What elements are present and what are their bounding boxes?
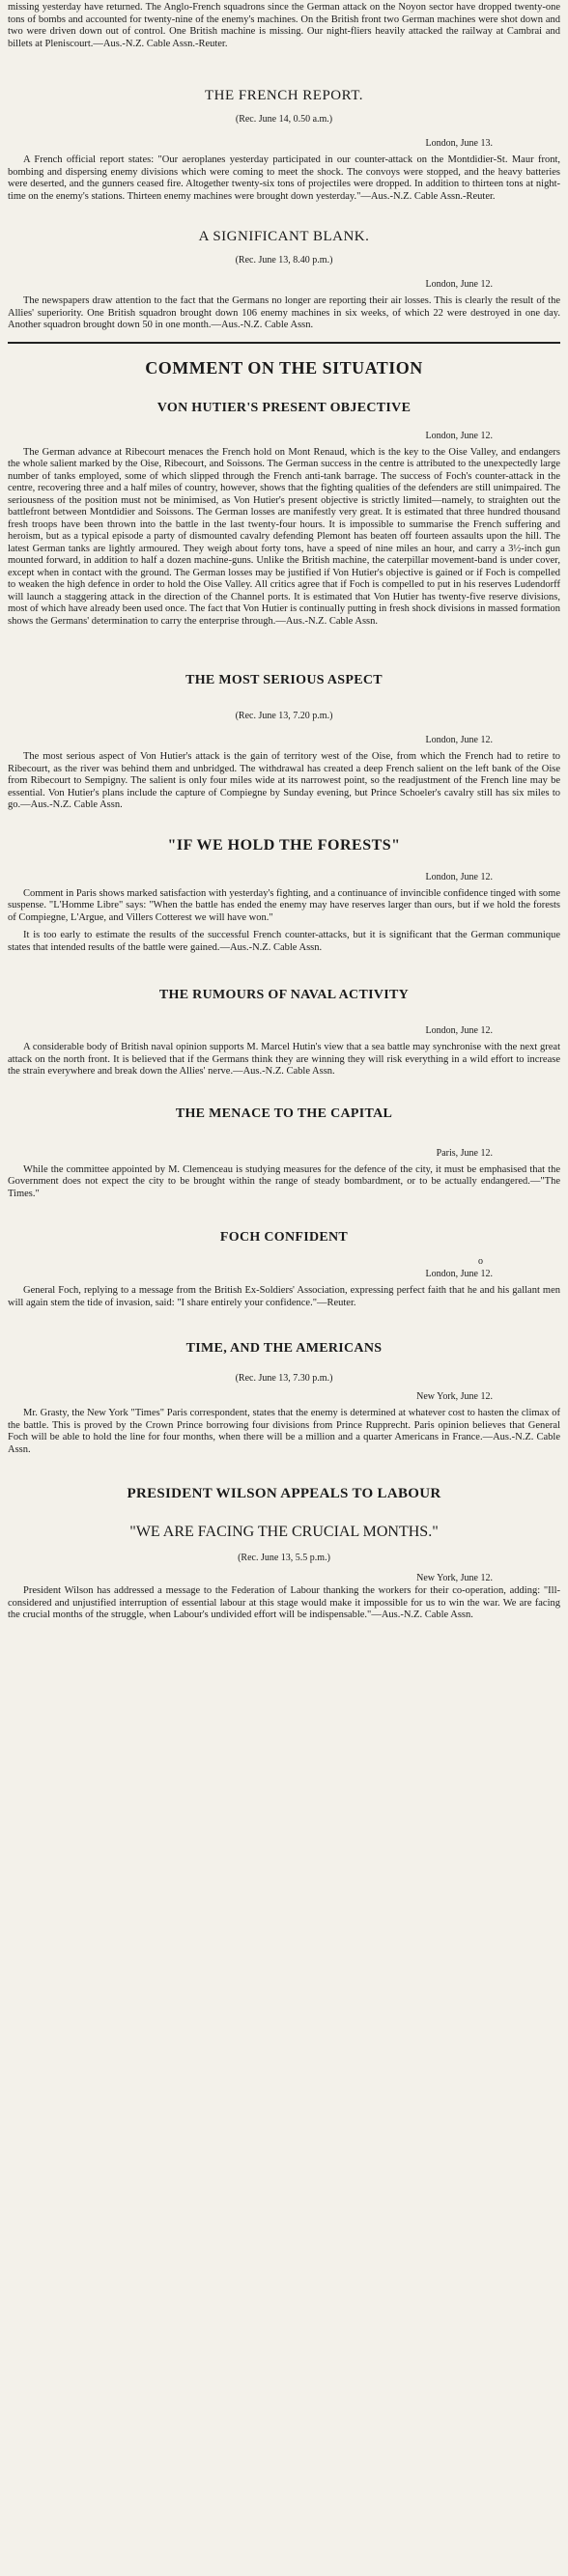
- naval-heading: THE RUMOURS OF NAVAL ACTIVITY: [158, 988, 410, 1002]
- wilson-heading: PRESIDENT WILSON APPEALS TO LABOUR: [127, 1486, 441, 1501]
- french-report-body: A French official report states: "Our aeroplanes yesterday participated in our counter-attack on the Montdidier-St. Maur front, bombing and dispersing enemy divisions which were coming to meet the shock. The convoys were stopped, and the heavy batteries were deserted, and the gunners ceased fire. Altogether twenty-six tons of projectiles were dropped. In addition to thirteen tons at night-time on the enemy's stations. Thirteen enemy machines were brought down yesterday."—Aus.-N.Z. Cable Assn.-Reuter.: [8, 154, 560, 202]
- french-report-dateline: (Rec. June 14, 0.50 a.m.): [235, 114, 333, 125]
- americans-body: Mr. Grasty, the New York "Times" Paris correspondent, states that the enemy is determined at whatever cost to hasten the climax of the battle. This is proved by the Crown Prince borrowing four divisions from Prince Rupprecht. Paris opinion believes that General Foch will be able to hold the line for four months, when there will be a million and a quarter Americans in France.—Aus.-N.Z. Cable Assn.: [8, 1408, 560, 1455]
- blank-heading: A SIGNIFICANT BLANK.: [198, 229, 370, 244]
- comment-place: London, June 12.: [425, 430, 493, 441]
- serious-heading: THE MOST SERIOUS ASPECT: [185, 673, 383, 687]
- capital-body: While the committee appointed by M. Clemenceau is studying measures for the defence of the city, it must be emphasised that the Government does not expect the city to be brought within the range of steady bombardment, or to be actually endangered.—"The Times.": [8, 1163, 560, 1199]
- americans-place: New York, June 12.: [416, 1391, 493, 1402]
- opening-paragraph: missing yesterday have returned. The Anglo-French squadrons since the German attack on the Noyon sector have dropped twenty-one tons of bombs and accounted for twenty-nine of the enemy's machines. On the British front two German machines were shot down and two were driven down out of control. One British machine is missing. Our night-fliers heavily attacked the railway at Cambrai and billets at Pleniscourt.—Aus.-N.Z. Cable Assn.-Reuter.: [8, 2, 560, 49]
- serious-place: London, June 12.: [425, 735, 493, 745]
- comment-body: The German advance at Ribecourt menaces the French hold on Mont Renaud, which is the key to the Oise Valley, and endangers the whole salient marked by the Oise, Ribecourt, and Soissons. The German success in the centre is attributed to the unexpectedly large number of tanks employed, some of which slipped through the French anti-tank barrage. The success of Foch's counter-attack in the centre, recovering three and a half miles of country, however, shows that the fighting qualities of the defenders are still unimpaired. The seriousness of the position must not be minimised, as Von Hutier's present objective is strictly limited—namely, to straighten out the battlefront between Montdidier and Soissons. The German losses are manifestly very great. It is estimated that three hundred thousand fresh troops have been thrown into the battle in the last twenty-four hours. It is impossible to summarise the French suffering and heroism, but as a typical episode a party of dismounted cavalry defending Plemont has beaten off fourteen assaults upon the hill. The latest German tanks are lightly armoured. They weigh about forty tons, have a speed of nine miles an hour, and carry a 3½-inch gun mounted forward, in addition to half a dozen machine-guns. Unlike the British machine, the caterpillar movement-band is under cover, except when in contact with the ground. The German losses may be justified if Von Hutier's objective is gained or if Foch is compelled to weaken the high defence in order to hold the Oise Valley. All critics agree that if Foch is compelled to put in his reserves Ludendorff will launch a staggering attack in the direction of the Channel ports. It is estimated that Von Hutier has twenty-five reserve divisions, most of which have already been used once. The fact that Von Hutier is continually putting in fresh shock divisions in massed formation shows the Germans' determination to carry the enterprise through.—Aus.-N.Z. Cable Assn.: [8, 446, 560, 627]
- wilson-subheading: "WE ARE FACING THE CRUCIAL MONTHS.": [129, 1524, 439, 1540]
- serious-dateline: (Rec. June 13, 7.20 p.m.): [235, 711, 333, 721]
- foch-body: General Foch, replying to a message from the British Ex-Soldiers' Association, expressing perfect faith that he and his gallant men will again stem the tide of invasion, said: "I share entirely your confidence."—Reuter.: [8, 1285, 560, 1308]
- forests-place: London, June 12.: [425, 871, 493, 882]
- wilson-body: President Wilson has addressed a message to the Federation of Labour thanking the workers for their co-operation, adding: "Ill-considered and unjustified interruption of essential labour at this stage would make it impossible for us to win the war. We are facing the crucial months of the struggle, when Labour's undivided effort will be indispensable."—Aus.-N.Z. Cable Assn.: [8, 1585, 560, 1620]
- capital-place: Paris, June 12.: [436, 1147, 493, 1159]
- foch-place: London, June 12.: [425, 1269, 493, 1279]
- french-report-place: London, June 13.: [425, 138, 493, 149]
- americans-heading: TIME, AND THE AMERICANS: [185, 1341, 383, 1356]
- blank-place: London, June 12.: [425, 279, 493, 290]
- wilson-place: New York, June 12.: [416, 1573, 493, 1583]
- blank-dateline: (Rec. June 13, 8.40 p.m.): [235, 255, 333, 266]
- forests-body-1: Comment in Paris shows marked satisfaction with yesterday's fighting, and a continuance of invincible confidence tinged with some suspense. "L'Homme Libre" says: "When the battle has ended the enemy may have reserves larger than ours, but if we hold the forests of Compiegne, L'Argue, and Villers Cotterest we will have won.": [8, 887, 560, 923]
- serious-body: The most serious aspect of Von Hutier's attack is the gain of territory west of the Oise, from which the French had to retire to Ribecourt, as the river was behind them and unbridged. The withdrawal has created a deep French salient on the left bank of the Oise from Ribecourt to Sempigny. The salient is only four miles wide at its narrowest point, so the readjustment of the French line may be essential. Von Hutier's plans include the capture of Compiegne by Sunday evening, but Prince Schoeler's cavalry still has six miles to go.—Aus.-N.Z. Cable Assn.: [8, 751, 560, 810]
- foch-heading: FOCH CONFIDENT: [219, 1230, 349, 1245]
- french-report-heading: THE FRENCH REPORT.: [204, 88, 364, 103]
- americans-dateline: (Rec. June 13, 7.30 p.m.): [235, 1373, 333, 1384]
- comment-heading: COMMENT ON THE SITUATION: [145, 357, 423, 378]
- foch-marker: o: [478, 1256, 483, 1267]
- section-divider: [8, 342, 560, 344]
- wilson-dateline: (Rec. June 13, 5.5 p.m.): [238, 1553, 330, 1563]
- blank-body: The newspapers draw attention to the fact that the Germans no longer are reporting their air losses. This is clearly the result of the Allies' superiority. One British squadron brought down 106 enemy machines in six weeks, of which 22 were destroyed in one day. Another squadron brought down 50 in one month.—Aus.-N.Z. Cable Assn.: [8, 295, 560, 330]
- forests-body-2: It is too early to estimate the results of the successful French counter-attacks, but it is significant that the German communique states that intended results of the battle were gained.—Aus.-N.Z. Cable Assn.: [8, 930, 560, 953]
- forests-heading: "IF WE HOLD THE FORESTS": [167, 836, 401, 854]
- capital-heading: THE MENACE TO THE CAPITAL: [175, 1106, 393, 1121]
- comment-subheading: VON HUTIER'S PRESENT OBJECTIVE: [156, 400, 412, 415]
- newspaper-page: [0, 2, 568, 2576]
- naval-place: London, June 12.: [425, 1025, 493, 1036]
- naval-body: A considerable body of British naval opinion supports M. Marcel Hutin's view that a sea battle may synchronise with the next great attack on the north front. It is believed that if the Germans think they are winning they will risk everything in a wild effort to increase the strain everywhere and break down the Allies' nerve.—Aus.-N.Z. Cable Assn.: [8, 1042, 560, 1077]
